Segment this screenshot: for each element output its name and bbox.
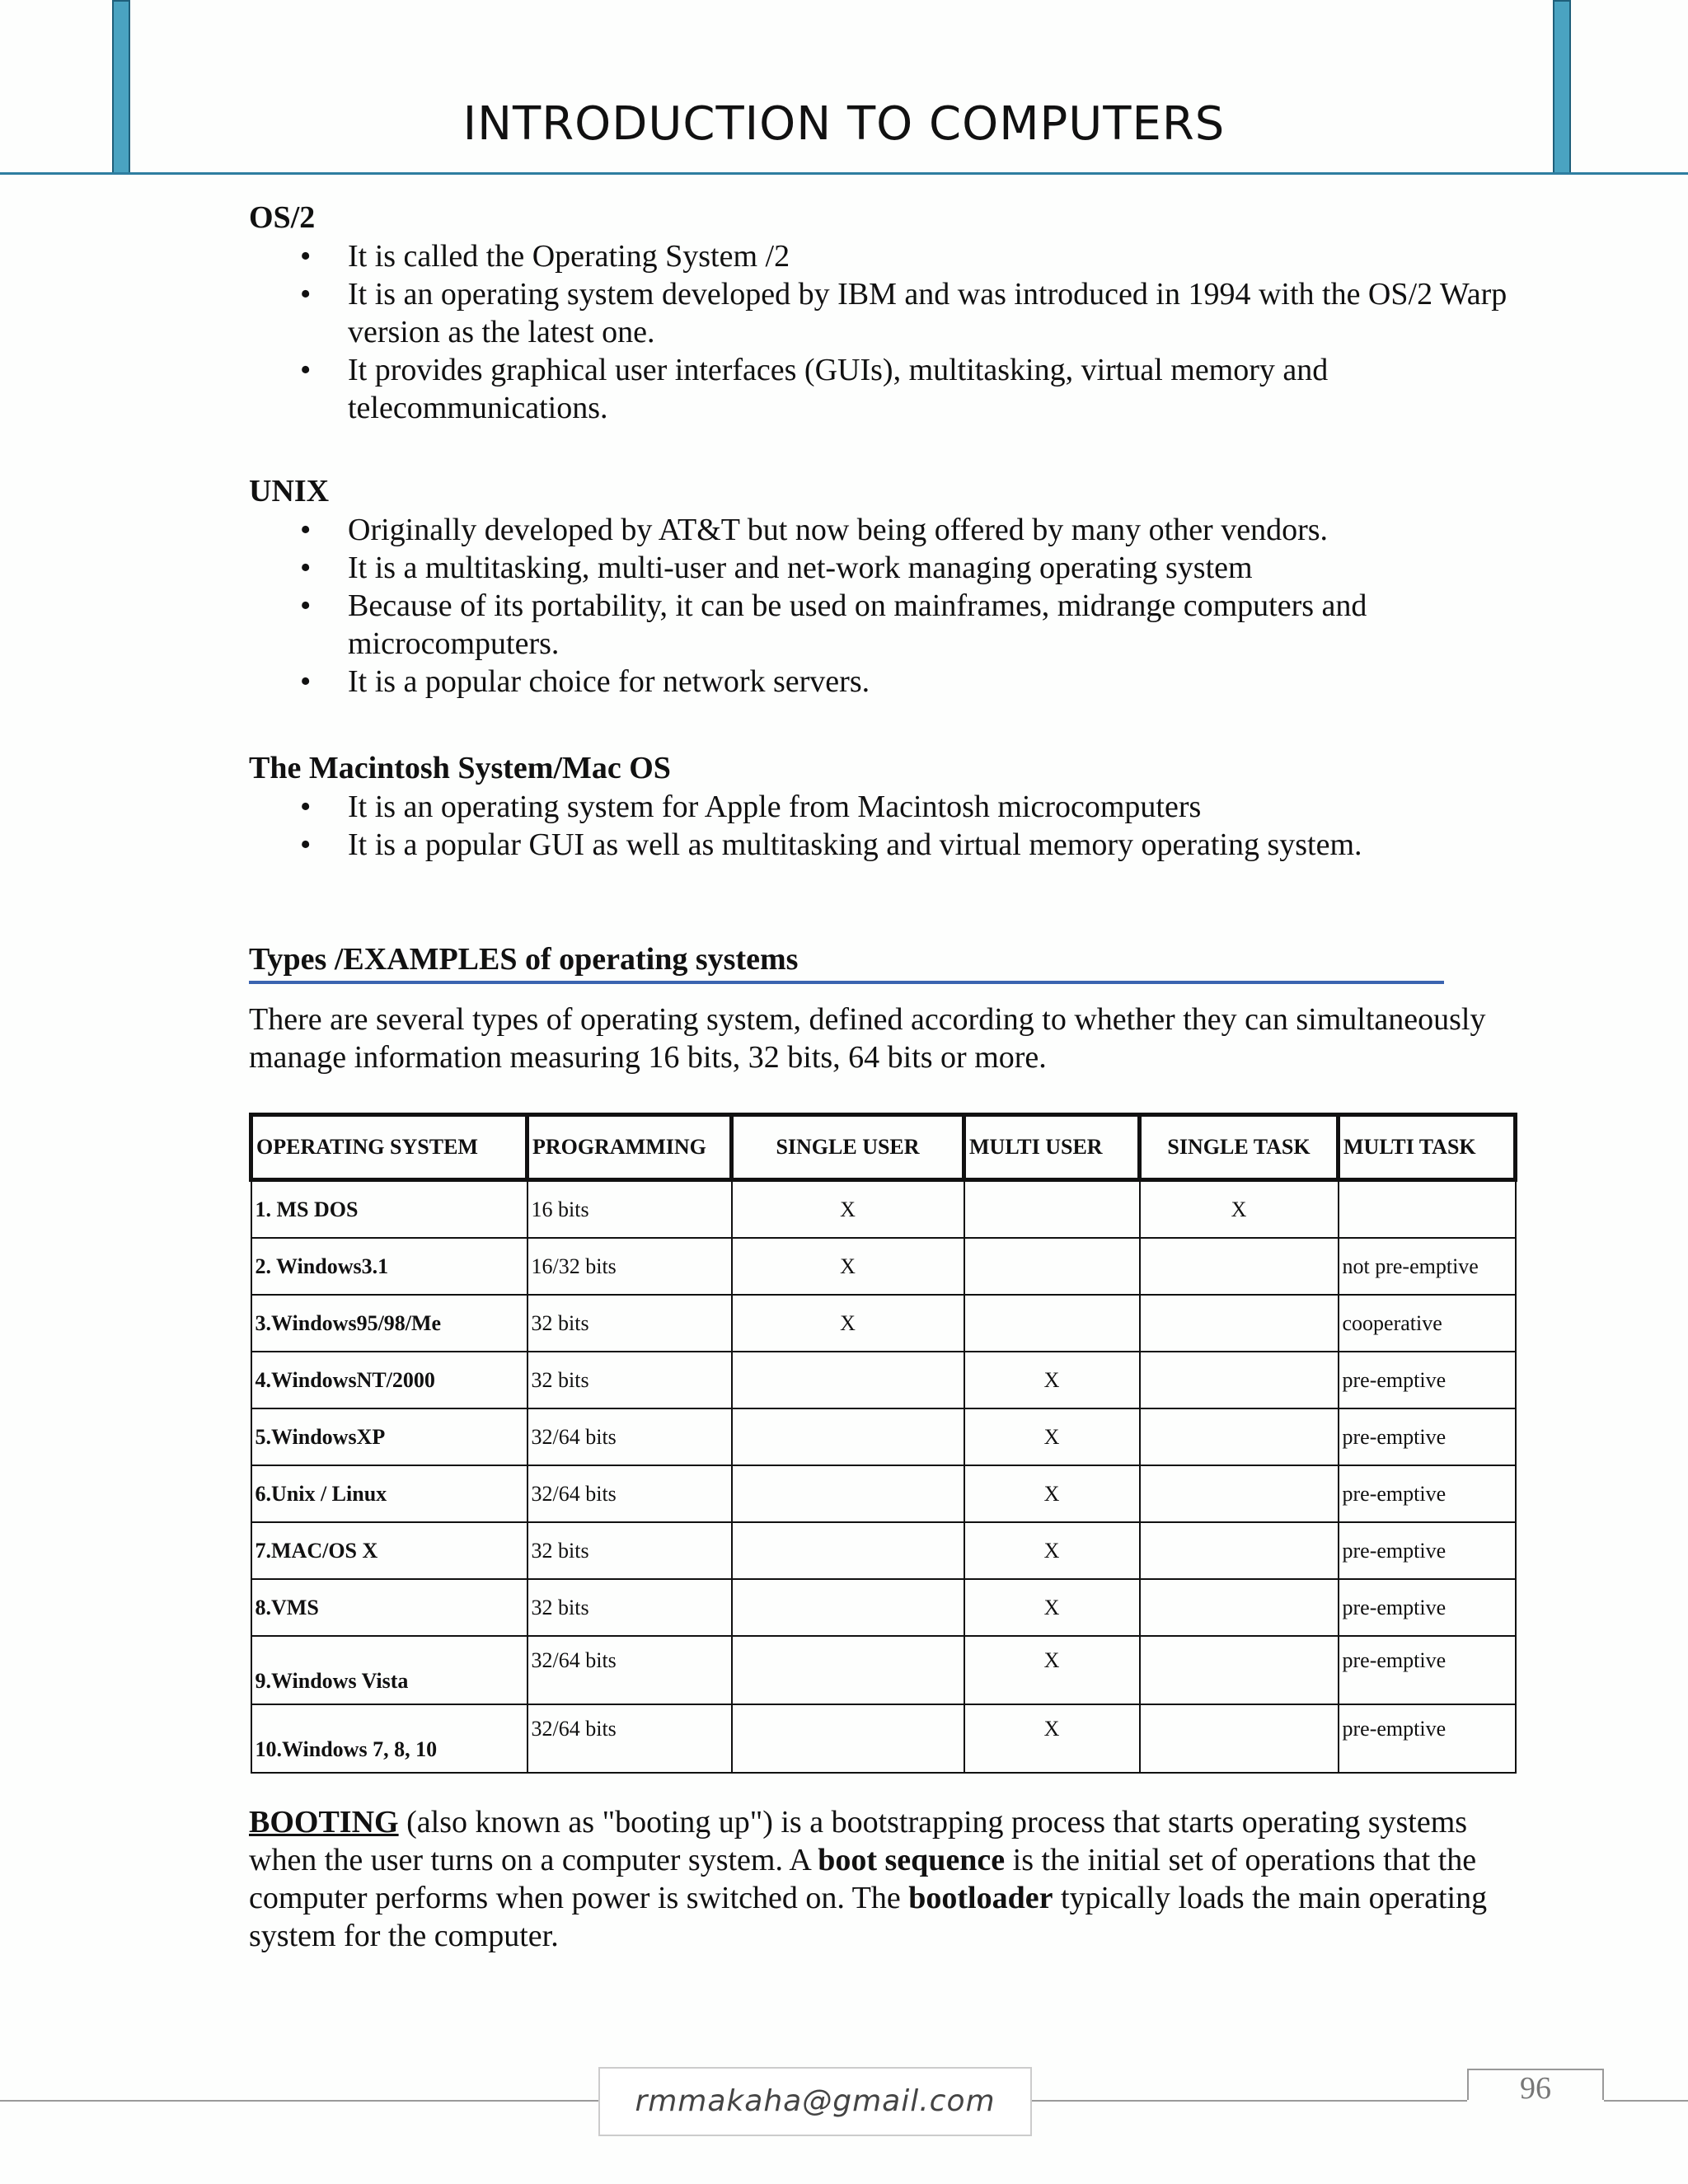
list-item: • It is called the Operating System /2 bbox=[249, 237, 1518, 275]
os-name-cell: 5.WindowsXP bbox=[251, 1408, 528, 1465]
single-task-cell bbox=[1140, 1238, 1339, 1295]
os-name-cell: 4.WindowsNT/2000 bbox=[251, 1352, 528, 1408]
programming-cell: 16/32 bits bbox=[528, 1238, 732, 1295]
single-user-cell bbox=[732, 1465, 964, 1522]
multi-task-cell: pre-emptive bbox=[1339, 1408, 1516, 1465]
single-task-cell bbox=[1140, 1522, 1339, 1579]
list-item: • It is an operating system for Apple from Macintosh microcomputers bbox=[249, 788, 1518, 826]
single-user-cell: X bbox=[732, 1180, 964, 1239]
single-task-cell bbox=[1140, 1295, 1339, 1352]
table-row bbox=[251, 1408, 1516, 1465]
booting-text-2: is the initial set of operations that the computer performs when power is switched on. The bbox=[249, 1843, 1477, 1915]
column-header: OPERATING SYSTEM bbox=[251, 1115, 528, 1180]
table-row bbox=[251, 1180, 1516, 1239]
programming-cell: 32 bits bbox=[528, 1352, 732, 1408]
multi-user-cell bbox=[964, 1238, 1140, 1295]
multi-task-cell: cooperative bbox=[1339, 1295, 1516, 1352]
table-row bbox=[251, 1352, 1516, 1408]
programming-cell: 32 bits bbox=[528, 1522, 732, 1579]
column-header: SINGLE TASK bbox=[1140, 1115, 1339, 1180]
multi-user-cell bbox=[964, 1295, 1140, 1352]
list-item: • It is a multitasking, multi-user and net-work managing operating system bbox=[249, 549, 1518, 587]
table-row bbox=[251, 1636, 1516, 1704]
multi-task-cell: pre-emptive bbox=[1339, 1704, 1516, 1773]
single-task-cell bbox=[1140, 1579, 1339, 1636]
footer-rule-left bbox=[0, 2100, 598, 2102]
multi-task-cell: pre-emptive bbox=[1339, 1636, 1516, 1704]
multi-task-cell bbox=[1339, 1180, 1516, 1239]
programming-cell: 32 bits bbox=[528, 1579, 732, 1636]
multi-task-cell: pre-emptive bbox=[1339, 1579, 1516, 1636]
os-name-cell: 10.Windows 7, 8, 10 bbox=[251, 1704, 528, 1773]
table-row bbox=[251, 1295, 1516, 1352]
boot-sequence-term: boot sequence bbox=[818, 1843, 1006, 1877]
single-task-cell bbox=[1140, 1465, 1339, 1522]
single-user-cell: X bbox=[732, 1295, 964, 1352]
programming-cell: 32/64 bits bbox=[528, 1704, 732, 1773]
single-task-cell bbox=[1140, 1408, 1339, 1465]
multi-user-cell: X bbox=[964, 1704, 1140, 1773]
booting-paragraph bbox=[249, 1803, 1518, 1955]
header-rule bbox=[0, 172, 1688, 175]
list-item: • It is a popular GUI as well as multitasking and virtual memory operating system. bbox=[249, 826, 1518, 864]
booting-text-3: typically loads the main operating system for the computer. bbox=[249, 1881, 1488, 1953]
multi-user-cell bbox=[964, 1180, 1140, 1239]
booting-term: BOOTING bbox=[249, 1805, 399, 1840]
types-intro: There are several types of operating system, defined according to whether they can simultaneously manage information measuring 16 bits, 32 bits, 64 bits or more. bbox=[249, 1002, 1486, 1075]
single-user-cell bbox=[732, 1522, 964, 1579]
programming-cell: 16 bits bbox=[528, 1180, 732, 1239]
mac-section bbox=[249, 748, 1518, 864]
footer-email: rmmakaha@gmail.com bbox=[598, 2067, 1032, 2136]
footer-rule-right bbox=[1604, 2100, 1688, 2102]
unix-section bbox=[249, 471, 1518, 701]
os-name-cell: 1. MS DOS bbox=[251, 1180, 528, 1239]
programming-cell: 32/64 bits bbox=[528, 1408, 732, 1465]
list-item: • Because of its portability, it can be used on mainframes, midrange computers and microcomputers. bbox=[249, 587, 1518, 663]
multi-task-cell: pre-emptive bbox=[1339, 1522, 1516, 1579]
unix-heading: UNIX bbox=[249, 474, 330, 509]
types-section bbox=[249, 940, 1518, 1076]
bootloader-term: bootloader bbox=[908, 1881, 1053, 1915]
single-user-cell bbox=[732, 1408, 964, 1465]
table-row bbox=[251, 1238, 1516, 1295]
booting-text-1: (also known as "booting up") is a bootstrapping process that starts operating systems when the user turns on a computer system. A bbox=[249, 1805, 1468, 1877]
table-row bbox=[251, 1465, 1516, 1522]
single-task-cell bbox=[1140, 1352, 1339, 1408]
table-row bbox=[251, 1704, 1516, 1773]
single-user-cell bbox=[732, 1579, 964, 1636]
os2-section bbox=[249, 198, 1518, 427]
os-name-cell: 8.VMS bbox=[251, 1579, 528, 1636]
multi-task-cell: pre-emptive bbox=[1339, 1352, 1516, 1408]
single-task-cell bbox=[1140, 1636, 1339, 1704]
column-header: PROGRAMMING bbox=[528, 1115, 732, 1180]
single-user-cell bbox=[732, 1704, 964, 1773]
multi-user-cell: X bbox=[964, 1579, 1140, 1636]
os2-bullet-list bbox=[249, 237, 1518, 427]
multi-user-cell: X bbox=[964, 1352, 1140, 1408]
single-user-cell bbox=[732, 1352, 964, 1408]
single-user-cell bbox=[732, 1636, 964, 1704]
programming-cell: 32 bits bbox=[528, 1295, 732, 1352]
list-item: • It provides graphical user interfaces (GUIs), multitasking, virtual memory and telecommunications. bbox=[249, 351, 1518, 427]
column-header: MULTI USER bbox=[964, 1115, 1140, 1180]
footer-rule-middle bbox=[1032, 2100, 1467, 2102]
multi-task-cell: not pre-emptive bbox=[1339, 1238, 1516, 1295]
programming-cell: 32/64 bits bbox=[528, 1465, 732, 1522]
list-item: • Originally developed by AT&T but now being offered by many other vendors. bbox=[249, 511, 1518, 549]
page-title: INTRODUCTION TO COMPUTERS bbox=[462, 97, 1226, 151]
mac-heading: The Macintosh System/Mac OS bbox=[249, 751, 671, 785]
os-name-cell: 2. Windows3.1 bbox=[251, 1238, 528, 1295]
table-row bbox=[251, 1579, 1516, 1636]
single-task-cell: X bbox=[1140, 1180, 1339, 1239]
list-item: • It is an operating system developed by IBM and was introduced in 1994 with the OS/2 Warp version as the latest one. bbox=[249, 275, 1518, 351]
types-heading: Types /EXAMPLES of operating systems bbox=[249, 942, 799, 977]
unix-bullet-list bbox=[249, 511, 1518, 701]
multi-task-cell: pre-emptive bbox=[1339, 1465, 1516, 1522]
multi-user-cell: X bbox=[964, 1636, 1140, 1704]
os-name-cell: 9.Windows Vista bbox=[251, 1636, 528, 1704]
multi-user-cell: X bbox=[964, 1465, 1140, 1522]
os-name-cell: 3.Windows95/98/Me bbox=[251, 1295, 528, 1352]
column-header: SINGLE USER bbox=[732, 1115, 964, 1180]
single-task-cell bbox=[1140, 1704, 1339, 1773]
mac-bullet-list bbox=[249, 788, 1518, 864]
programming-cell: 32/64 bits bbox=[528, 1636, 732, 1704]
os-comparison-table bbox=[249, 1113, 1517, 1774]
page-number: 96 bbox=[1520, 2071, 1551, 2106]
multi-user-cell: X bbox=[964, 1408, 1140, 1465]
list-item: • It is a popular choice for network servers. bbox=[249, 663, 1518, 701]
column-header: MULTI TASK bbox=[1339, 1115, 1516, 1180]
table-row bbox=[251, 1522, 1516, 1579]
os-name-cell: 7.MAC/OS X bbox=[251, 1522, 528, 1579]
os-name-cell: 6.Unix / Linux bbox=[251, 1465, 528, 1522]
types-heading-rule bbox=[249, 981, 1444, 984]
os2-heading: OS/2 bbox=[249, 200, 316, 235]
single-user-cell: X bbox=[732, 1238, 964, 1295]
table-header-row bbox=[251, 1115, 1516, 1180]
multi-user-cell: X bbox=[964, 1522, 1140, 1579]
